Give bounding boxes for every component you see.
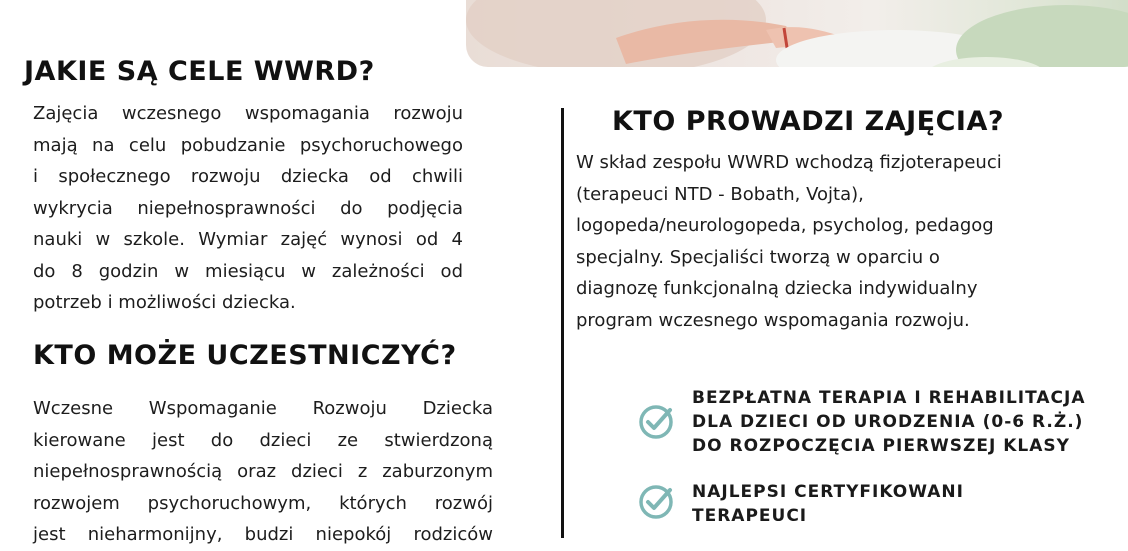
text-line: W skład zespołu WWRD wchodzą fizjoterapeuci xyxy=(576,152,1002,173)
hands-on-baby-illustration xyxy=(466,0,1128,67)
text-line: mają na celu pobudzanie psychoruchowego xyxy=(33,134,463,156)
feature-text xyxy=(692,386,1086,458)
text-line: niepełnosprawnością oraz dzieci z zaburzonym xyxy=(33,461,493,482)
check-circle-icon xyxy=(638,404,674,440)
feature-line: BEZPŁATNA TERAPIA I REHABILITACJA xyxy=(692,388,1086,408)
text-line: diagnozę funkcjonalną dziecka indywidualny xyxy=(576,278,978,299)
leads-paragraph xyxy=(576,147,1096,336)
who-heading: KTO MOŻE UCZESTNICZYĆ? xyxy=(33,340,457,371)
text-line: program wczesnego wspomagania rozwoju. xyxy=(576,309,970,331)
check-circle-icon xyxy=(638,484,674,520)
text-line: (terapeuci NTD - Bobath, Vojta), xyxy=(576,183,864,205)
column-divider xyxy=(561,108,564,538)
text-line: do 8 godzin w miesiącu w zależności od xyxy=(33,260,463,282)
feature-line: TERAPEUCI xyxy=(692,506,808,526)
text-line: potrzeb i możliwości dziecka. xyxy=(33,292,296,313)
text-line: kierowane jest do dzieci ze stwierdzoną xyxy=(33,429,493,451)
text-line: Zajęcia wczesnego wspomagania rozwoju xyxy=(33,103,463,124)
who-paragraph xyxy=(33,393,493,551)
goals-heading: JAKIE SĄ CELE WWRD? xyxy=(24,56,375,87)
feature-line: NAJLEPSI CERTYFIKOWANI xyxy=(692,482,964,502)
feature-text xyxy=(692,480,964,528)
text-line: wykrycia niepełnosprawności do podjęcia xyxy=(33,197,463,219)
feature-line: DLA DZIECI OD URODZENIA (0-6 R.Ż.) xyxy=(692,412,1084,432)
leads-heading: KTO PROWADZI ZAJĘCIA? xyxy=(612,106,1005,137)
feature-line: DO ROZPOCZĘCIA PIERWSZEJ KLASY xyxy=(692,436,1070,456)
goals-paragraph xyxy=(33,98,463,319)
text-line: logopeda/neurologopeda, psycholog, pedagog xyxy=(576,215,994,236)
text-line: jest nieharmonijny, budzi niepokój rodziców xyxy=(33,524,493,545)
text-line: specjalny. Specjaliści tworzą w oparciu o xyxy=(576,246,940,268)
header-photo xyxy=(466,0,1128,67)
text-line: rozwojem psychoruchowym, których rozwój xyxy=(33,492,493,514)
text-line: i społecznego rozwoju dziecka od chwili xyxy=(33,166,463,187)
text-line: Wczesne Wspomaganie Rozwoju Dziecka xyxy=(33,398,493,419)
text-line: nauki w szkole. Wymiar zajęć wynosi od 4 xyxy=(33,229,463,250)
